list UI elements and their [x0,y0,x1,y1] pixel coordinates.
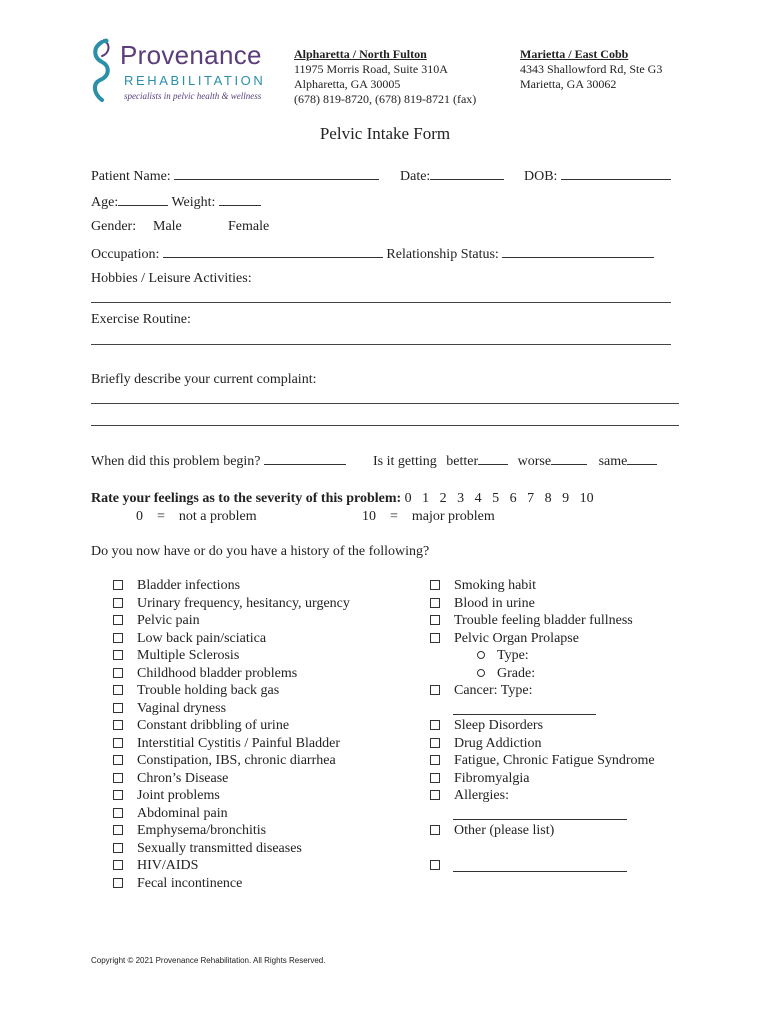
checkbox-icon[interactable] [113,825,123,835]
checklist-label: Smoking habit [454,578,537,593]
checklist-item[interactable] [113,876,242,892]
checklist-item[interactable] [113,683,279,699]
worse-label: worse [517,454,552,469]
checklist-label: Constipation, IBS, chronic diarrhea [137,753,336,768]
relationship-field[interactable] [502,245,654,258]
occupation-field[interactable] [163,245,383,258]
checkbox-icon[interactable] [113,738,123,748]
weight-field[interactable] [219,193,261,206]
checklist-item[interactable] [113,806,228,822]
checkbox-icon[interactable] [113,720,123,730]
prolapse-type-label: Type: [497,648,529,663]
checklist-label: Pelvic pain [137,613,200,628]
logo [88,38,273,108]
checkbox-icon[interactable] [113,860,123,870]
location-address-2: Alpharetta, GA 30005 [294,77,401,91]
logo-name-top: Provenance [120,40,262,70]
better-label: better [446,454,479,469]
form-title: Pelvic Intake Form [319,124,451,143]
checklist-label: Drug Addiction [454,736,542,751]
checkbox-icon[interactable] [430,790,440,800]
checklist-item[interactable] [113,613,200,629]
weight-label: Weight: [171,195,216,210]
checklist-item-other-blank[interactable] [430,858,454,874]
checkbox-icon[interactable] [113,773,123,783]
worse-field[interactable] [551,452,587,465]
prolapse-grade[interactable] [477,666,535,682]
checkbox-icon[interactable] [430,738,440,748]
checklist-label: Blood in urine [454,596,535,611]
checklist-item[interactable] [113,701,226,717]
age-label: Age: [91,195,119,210]
checkbox-icon[interactable] [113,685,123,695]
checkbox-icon[interactable] [430,755,440,765]
checklist-item[interactable] [113,788,220,804]
checklist-item[interactable] [113,841,302,857]
checklist-item-prolapse[interactable] [430,631,579,647]
hobbies-label: Hobbies / Leisure Activities: [91,271,252,286]
checklist-item[interactable] [113,596,350,612]
checklist-label: Allergies: [454,788,509,803]
date-label: Date: [400,169,431,184]
hobbies-field[interactable] [91,302,671,303]
same-field[interactable] [627,452,657,465]
checklist-label: Urinary frequency, hesitancy, urgency [137,596,350,611]
location-alpharetta [294,47,476,107]
date-row [400,167,504,185]
cancer-type-field[interactable] [453,714,596,715]
occupation-label: Occupation: [91,247,160,262]
location-address-2: Marietta, GA 30062 [520,77,617,91]
checklist-label: Emphysema/bronchitis [137,823,267,838]
checkbox-icon[interactable] [113,808,123,818]
bullet-circle-icon [477,651,485,659]
logo-tagline: specialists in pelvic health & wellness [124,91,262,101]
checkbox-icon[interactable] [113,668,123,678]
checklist-item-blood[interactable] [430,596,535,612]
age-weight-row [91,193,261,211]
checklist-item-sleep[interactable] [430,718,543,734]
checklist-item-smoking[interactable] [430,578,536,594]
checklist-item-fatigue[interactable] [430,753,655,769]
checklist-item-allergies[interactable] [430,788,509,804]
checklist-label: Childhood bladder problems [137,666,298,681]
began-field[interactable] [264,452,346,465]
checkbox-icon[interactable] [113,615,123,625]
gender-label: Gender: [91,219,137,234]
checklist-label: HIV/AIDS [137,858,199,873]
checklist-label: Interstitial Cystitis / Painful Bladder [137,736,340,751]
gender-female[interactable]: Female [228,219,270,234]
checkbox-icon[interactable] [430,633,440,643]
allergies-field[interactable] [453,819,627,820]
checklist-item[interactable] [113,648,239,664]
checkbox-icon[interactable] [430,720,440,730]
checklist-label: Trouble feeling bladder fullness [454,613,633,628]
checkbox-icon[interactable] [113,703,123,713]
checklist-label: Bladder infections [137,578,241,593]
location-address-1: 11975 Morris Road, Suite 310A [294,62,448,76]
progress-row [373,452,657,470]
checkbox-icon[interactable] [113,843,123,853]
checkbox-icon[interactable] [113,633,123,643]
bullet-circle-icon [477,669,485,677]
checklist-label: Joint problems [137,788,220,803]
checklist-item-fibromyalgia[interactable] [430,771,529,787]
complaint-label: Briefly describe your current complaint: [91,372,317,387]
checkbox-icon[interactable] [430,825,440,835]
checkbox-icon[interactable] [430,685,440,695]
better-field[interactable] [478,452,508,465]
checklist-label: Sleep Disorders [454,718,544,733]
patient-name-field[interactable] [174,167,379,180]
checklist-label: Chron’s Disease [137,771,229,786]
checklist-label: Sexually transmitted diseases [137,841,302,856]
checklist-item[interactable] [113,666,297,682]
location-marietta [520,47,662,92]
exercise-label: Exercise Routine: [91,312,191,327]
prolapse-type[interactable] [477,648,529,664]
rate-label: Rate your feelings as to the severity of this problem: [91,491,402,506]
prolapse-grade-label: Grade: [497,666,536,681]
occupation-row [91,245,654,263]
checklist-label: Other (please list) [454,823,555,838]
getting-label: Is it getting [373,454,437,469]
checklist-label: Multiple Sclerosis [137,648,240,663]
checklist-item-cancer[interactable] [430,683,532,699]
patient-name-row [91,167,379,185]
rate-scale[interactable]: 0 1 2 3 4 5 6 7 8 9 10 [404,491,594,506]
checklist-item[interactable] [113,718,289,734]
scale-high: 10 = major problem [362,509,495,524]
complaint-field-2[interactable] [91,425,679,426]
other-field[interactable] [453,871,627,872]
dob-label: DOB: [524,169,558,184]
checklist-item-drug[interactable] [430,736,542,752]
scale-low: 0 = not a problem [136,509,257,524]
checkbox-icon[interactable] [113,755,123,765]
logo-swirl-icon [88,38,118,104]
exercise-field[interactable] [91,344,671,345]
checklist-label: Abdominal pain [137,806,228,821]
patient-name-label: Patient Name: [91,169,171,184]
checklist-label: Fatigue, Chronic Fatigue Syndrome [454,753,655,768]
checkbox-icon[interactable] [430,773,440,783]
checkbox-icon[interactable] [430,580,440,590]
checklist-item-other[interactable] [430,823,554,839]
location-address-1: 4343 Shallowford Rd, Ste G3 [520,62,663,76]
gender-row [91,219,136,235]
checkbox-icon[interactable] [430,615,440,625]
gender-male[interactable]: Male [153,219,182,234]
location-name: Marietta / East Cobb [520,47,629,61]
checklist-label: Low back pain/sciatica [137,631,267,646]
age-field[interactable] [118,193,168,206]
checklist-item[interactable] [113,823,266,839]
checklist-label: Fibromyalgia [454,771,530,786]
checkbox-icon[interactable] [113,878,123,888]
checklist-label: Fecal incontinence [137,876,243,891]
checklist-label: Vaginal dryness [137,701,227,716]
checkbox-icon[interactable] [113,580,123,590]
location-name: Alpharetta / North Fulton [294,47,427,61]
logo-name-bottom: REHABILITATION [124,73,266,88]
dob-field[interactable] [561,167,671,180]
rate-row [91,491,594,507]
checklist-item[interactable] [113,771,228,787]
began-row [91,452,346,470]
checkbox-icon[interactable] [430,598,440,608]
relationship-label: Relationship Status: [386,247,499,262]
history-question: Do you now have or do you have a history of the following? [91,544,430,559]
began-label: When did this problem begin? [91,454,261,469]
complaint-field-1[interactable] [91,403,679,404]
location-phone: (678) 819-8720, (678) 819-8721 (fax) [294,92,477,106]
checklist-label: Pelvic Organ Prolapse [454,631,579,646]
checkbox-icon[interactable] [113,650,123,660]
checkbox-icon[interactable] [430,860,440,870]
checkbox-icon[interactable] [113,790,123,800]
checklist-item[interactable] [113,631,266,647]
checklist-item[interactable] [113,736,340,752]
copyright-footer: Copyright © 2021 Provenance Rehabilitation. All Rights Reserved. [91,956,326,965]
checklist-label: Trouble holding back gas [137,683,280,698]
date-field[interactable] [430,167,504,180]
checklist-label: Constant dribbling of urine [137,718,290,733]
checkbox-icon[interactable] [113,598,123,608]
checklist-item[interactable] [113,753,336,769]
checklist-label: Cancer: Type: [454,683,533,698]
checklist-item[interactable] [113,858,198,874]
same-label: same [598,454,628,469]
dob-row [524,167,671,185]
checklist-item[interactable] [113,578,240,594]
checklist-item-bladder-fullness[interactable] [430,613,633,629]
